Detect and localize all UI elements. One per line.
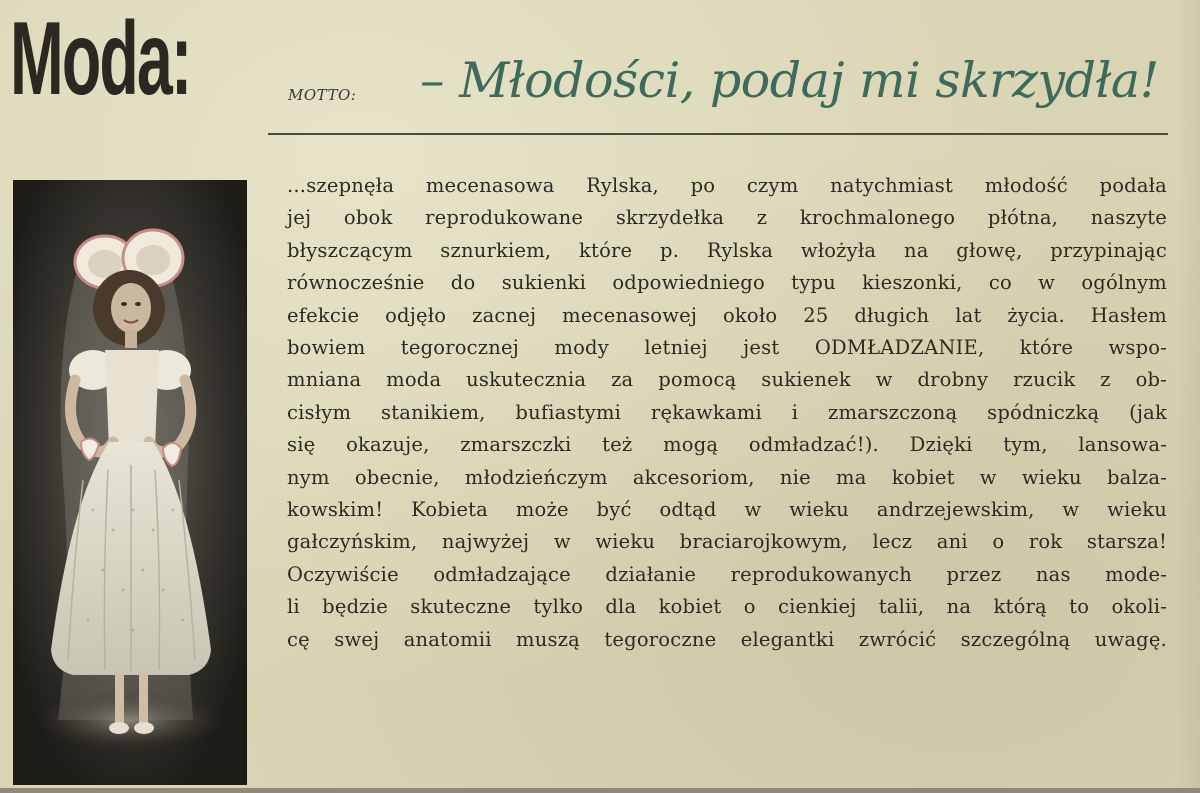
article-line: nym obecnie, młodzieńczym akcesoriom, nie ma kobiet w wieku balza- [287, 465, 1167, 489]
article-line: równocześnie do sukienki odpowiedniego typu kieszonki, co w ogólnym [287, 271, 1167, 295]
motto-text: – Młodości, podaj mi skrzydła! [420, 52, 1159, 109]
article-line: cę swej anatomii muszą tegoroczne elegantki zwrócić szczególną uwagę. [287, 627, 1167, 651]
motto-label: MOTTO: [288, 86, 357, 104]
bottom-border [0, 788, 1200, 793]
fashion-photo [13, 180, 247, 785]
section-title: Moda: [10, 1, 191, 117]
header-divider [268, 133, 1168, 135]
article-line: kowskim! Kobieta może być odtąd w wieku andrzejewskim, w wieku [287, 498, 1167, 522]
article-line: cisłym stanikiem, bufiastymi rękawkami i zmarszczoną spódniczką (jak [287, 400, 1167, 424]
article-line: się okazuje, zmarszczki też mogą odmładzać!). Dzięki tym, lansowa- [287, 433, 1167, 457]
article-line: błyszczącym sznurkiem, które p. Rylska włożyła na głowę, przypinając [287, 238, 1167, 262]
article-line: Oczywiście odmładzające działanie reprodukowanych przez nas mode- [287, 562, 1167, 586]
fashion-model-illustration [13, 180, 247, 785]
page-edge [1176, 0, 1200, 793]
article-line: mniana moda uskutecznia za pomocą sukienek w drobny rzucik z ob- [287, 368, 1167, 392]
article-line: ...szepnęła mecenasowa Rylska, po czym natychmiast młodość podała [287, 174, 1167, 197]
article-line: li będzie skuteczne tylko dla kobiet o cienkiej talii, na którą to okoli- [287, 595, 1167, 619]
article-line: jej obok reprodukowane skrzydełka z krochmalonego płótna, naszyte [287, 206, 1167, 230]
article-line: bowiem tegorocznej mody letniej jest ODMŁADZANIE, które wspo- [287, 336, 1167, 360]
article-line: gałczyńskim, najwyżej w wieku braciarojkowym, lecz ani o rok starsza! [287, 530, 1167, 554]
article-line: efekcie odjęło zacnej mecenasowej około 25 długich lat życia. Hasłem [287, 303, 1167, 327]
article-body [287, 170, 1167, 780]
